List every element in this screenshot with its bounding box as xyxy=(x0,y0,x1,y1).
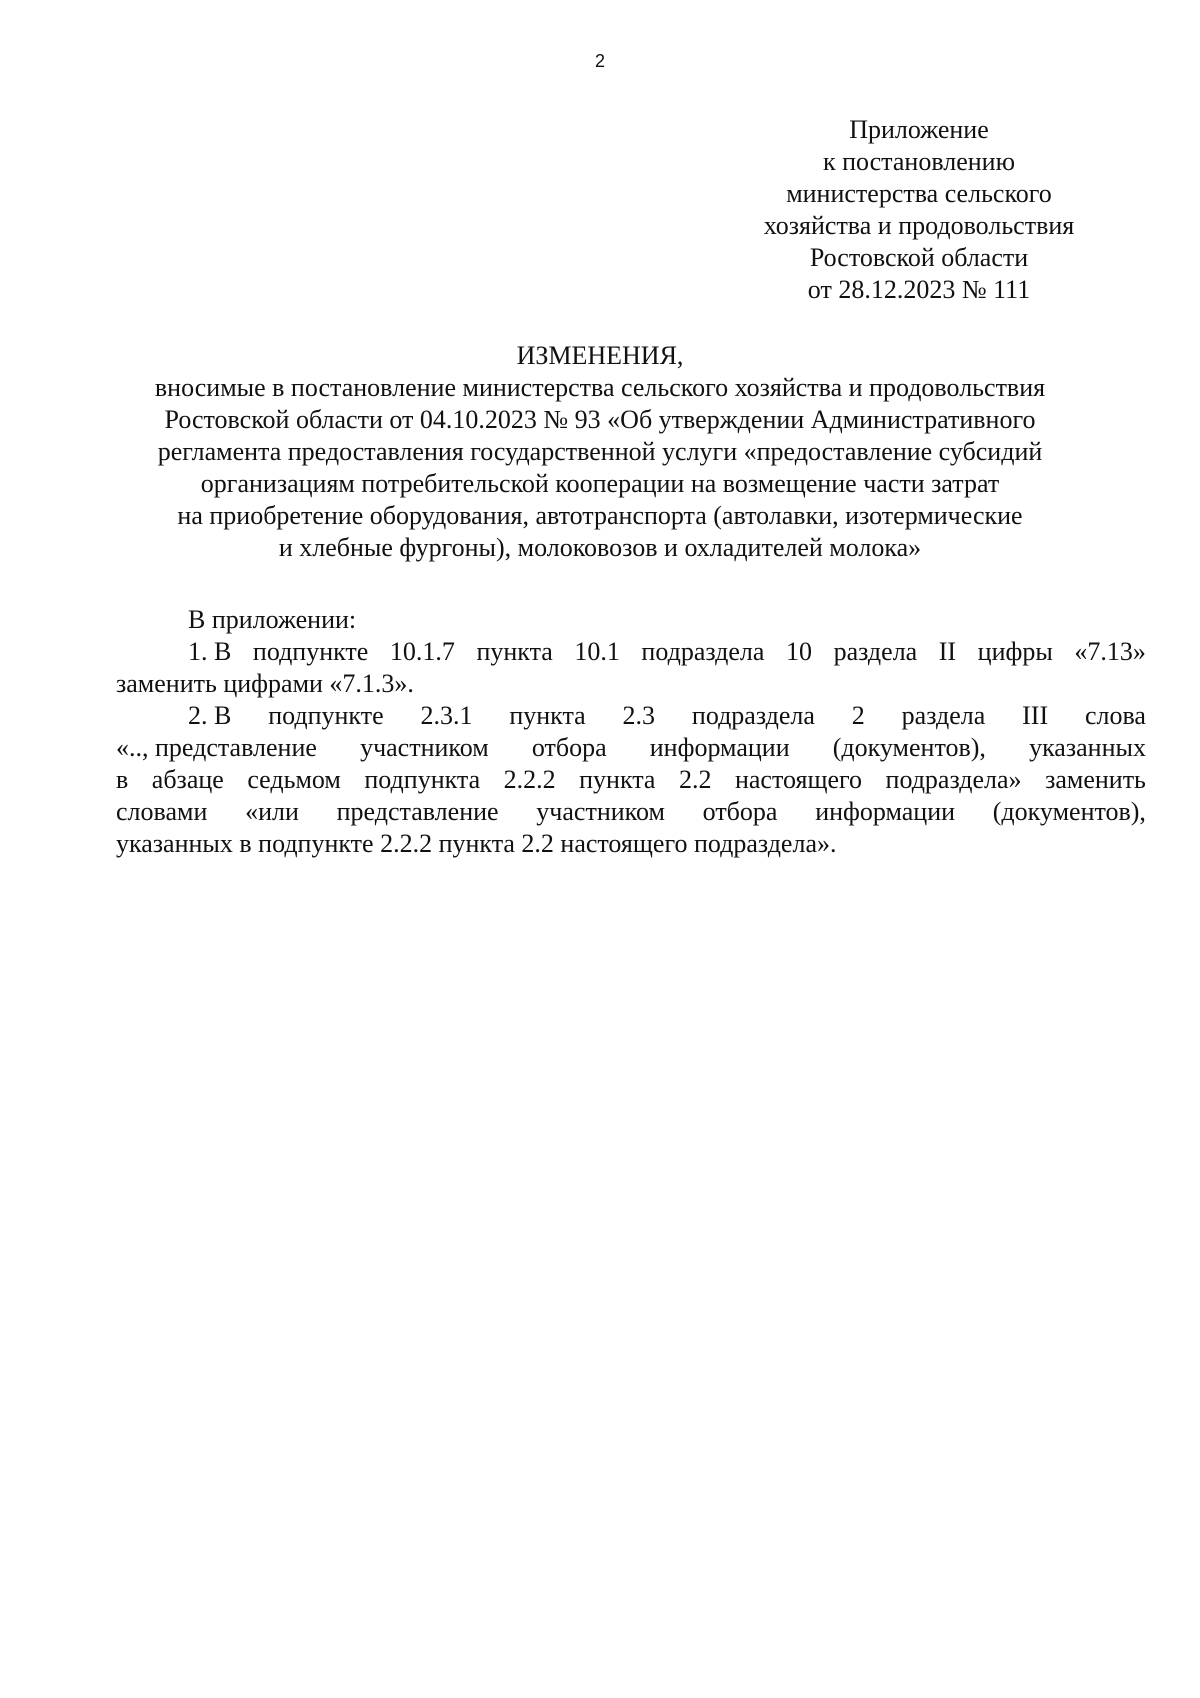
page-number: 2 xyxy=(594,51,605,71)
word: цифры xyxy=(977,637,1053,666)
word: подраздела xyxy=(691,701,815,730)
appendix-line: Ростовской области xyxy=(809,243,1029,272)
word: 1. В xyxy=(188,637,232,666)
word: указанных xyxy=(1029,733,1146,762)
item2-line xyxy=(116,796,1146,828)
word: подпункте xyxy=(268,701,384,730)
heading-line: организациям потребительской кооперации на возмещение части затрат xyxy=(200,469,1000,498)
word: седьмом xyxy=(247,765,341,794)
heading-title: ИЗМЕНЕНИЯ, xyxy=(516,341,684,370)
word: «или xyxy=(245,797,299,826)
word: 2. В xyxy=(188,701,232,730)
appendix-line: от 28.12.2023 № 111 xyxy=(807,275,1031,304)
heading-line: на приобретение оборудования, автотранспорта (автолавки, изотермические xyxy=(177,501,1023,530)
word: информации xyxy=(815,797,956,826)
word: 10 xyxy=(786,637,813,666)
item2-line xyxy=(116,700,1146,732)
word: пункта xyxy=(579,765,656,794)
intro-line: В приложении: xyxy=(188,605,357,634)
word: участником xyxy=(536,797,665,826)
heading-line: вносимые в постановление министерства сельского хозяйства и продовольствия xyxy=(154,373,1046,402)
appendix-line: министерства сельского xyxy=(786,179,1052,208)
appendix-block xyxy=(684,114,1154,306)
appendix-line: хозяйства и продовольствия xyxy=(763,211,1075,240)
word: (документов), xyxy=(832,733,986,762)
word: представление xyxy=(336,797,499,826)
word: «7.13» xyxy=(1074,637,1146,666)
word: отбора xyxy=(702,797,778,826)
appendix-line: к постановлению xyxy=(822,147,1016,176)
word: подпункте xyxy=(252,637,369,666)
item2-last-line: указанных в подпункте 2.2.2 пункта 2.2 настоящего подраздела». xyxy=(116,829,837,858)
word: подраздела xyxy=(641,637,765,666)
word: III xyxy=(1022,701,1049,730)
word: подраздела» xyxy=(885,765,1022,794)
word: заменить xyxy=(1045,765,1146,794)
appendix-line: Приложение xyxy=(849,115,989,144)
word: II xyxy=(938,637,957,666)
word: «.., представление xyxy=(116,733,317,762)
word: пункта xyxy=(476,637,553,666)
word: 10.1.7 xyxy=(389,637,455,666)
word: 10.1 xyxy=(574,637,620,666)
word: словами xyxy=(116,797,208,826)
heading-line: регламента предоставления государственной услуги «предоставление субсидий xyxy=(157,437,1043,466)
word: (документов), xyxy=(992,797,1146,826)
word: 2 xyxy=(851,701,865,730)
word: 2.2 xyxy=(678,765,712,794)
word: 2.2.2 xyxy=(503,765,556,794)
word: 2.3 xyxy=(622,701,656,730)
word: абзаце xyxy=(151,765,224,794)
item2-line xyxy=(116,764,1146,796)
item1-last-line: заменить цифрами «7.1.3». xyxy=(116,669,414,698)
item2-line xyxy=(116,732,1146,764)
word: отбора xyxy=(531,733,607,762)
word: слова xyxy=(1084,701,1146,730)
word: подпункта xyxy=(364,765,481,794)
word: в xyxy=(116,765,129,794)
word: информации xyxy=(649,733,790,762)
word: раздела xyxy=(833,637,918,666)
word: раздела xyxy=(901,701,986,730)
word: пункта xyxy=(509,701,586,730)
item1-line xyxy=(116,636,1146,668)
word: настоящего xyxy=(734,765,863,794)
heading-line: и хлебные фургоны), молоковозов и охладителей молока» xyxy=(278,533,922,562)
document-body xyxy=(116,604,1146,860)
heading-line: Ростовской области от 04.10.2023 № 93 «Об утверждении Административного xyxy=(164,405,1036,434)
word: участником xyxy=(360,733,489,762)
document-heading xyxy=(0,340,1200,564)
word: 2.3.1 xyxy=(420,701,473,730)
